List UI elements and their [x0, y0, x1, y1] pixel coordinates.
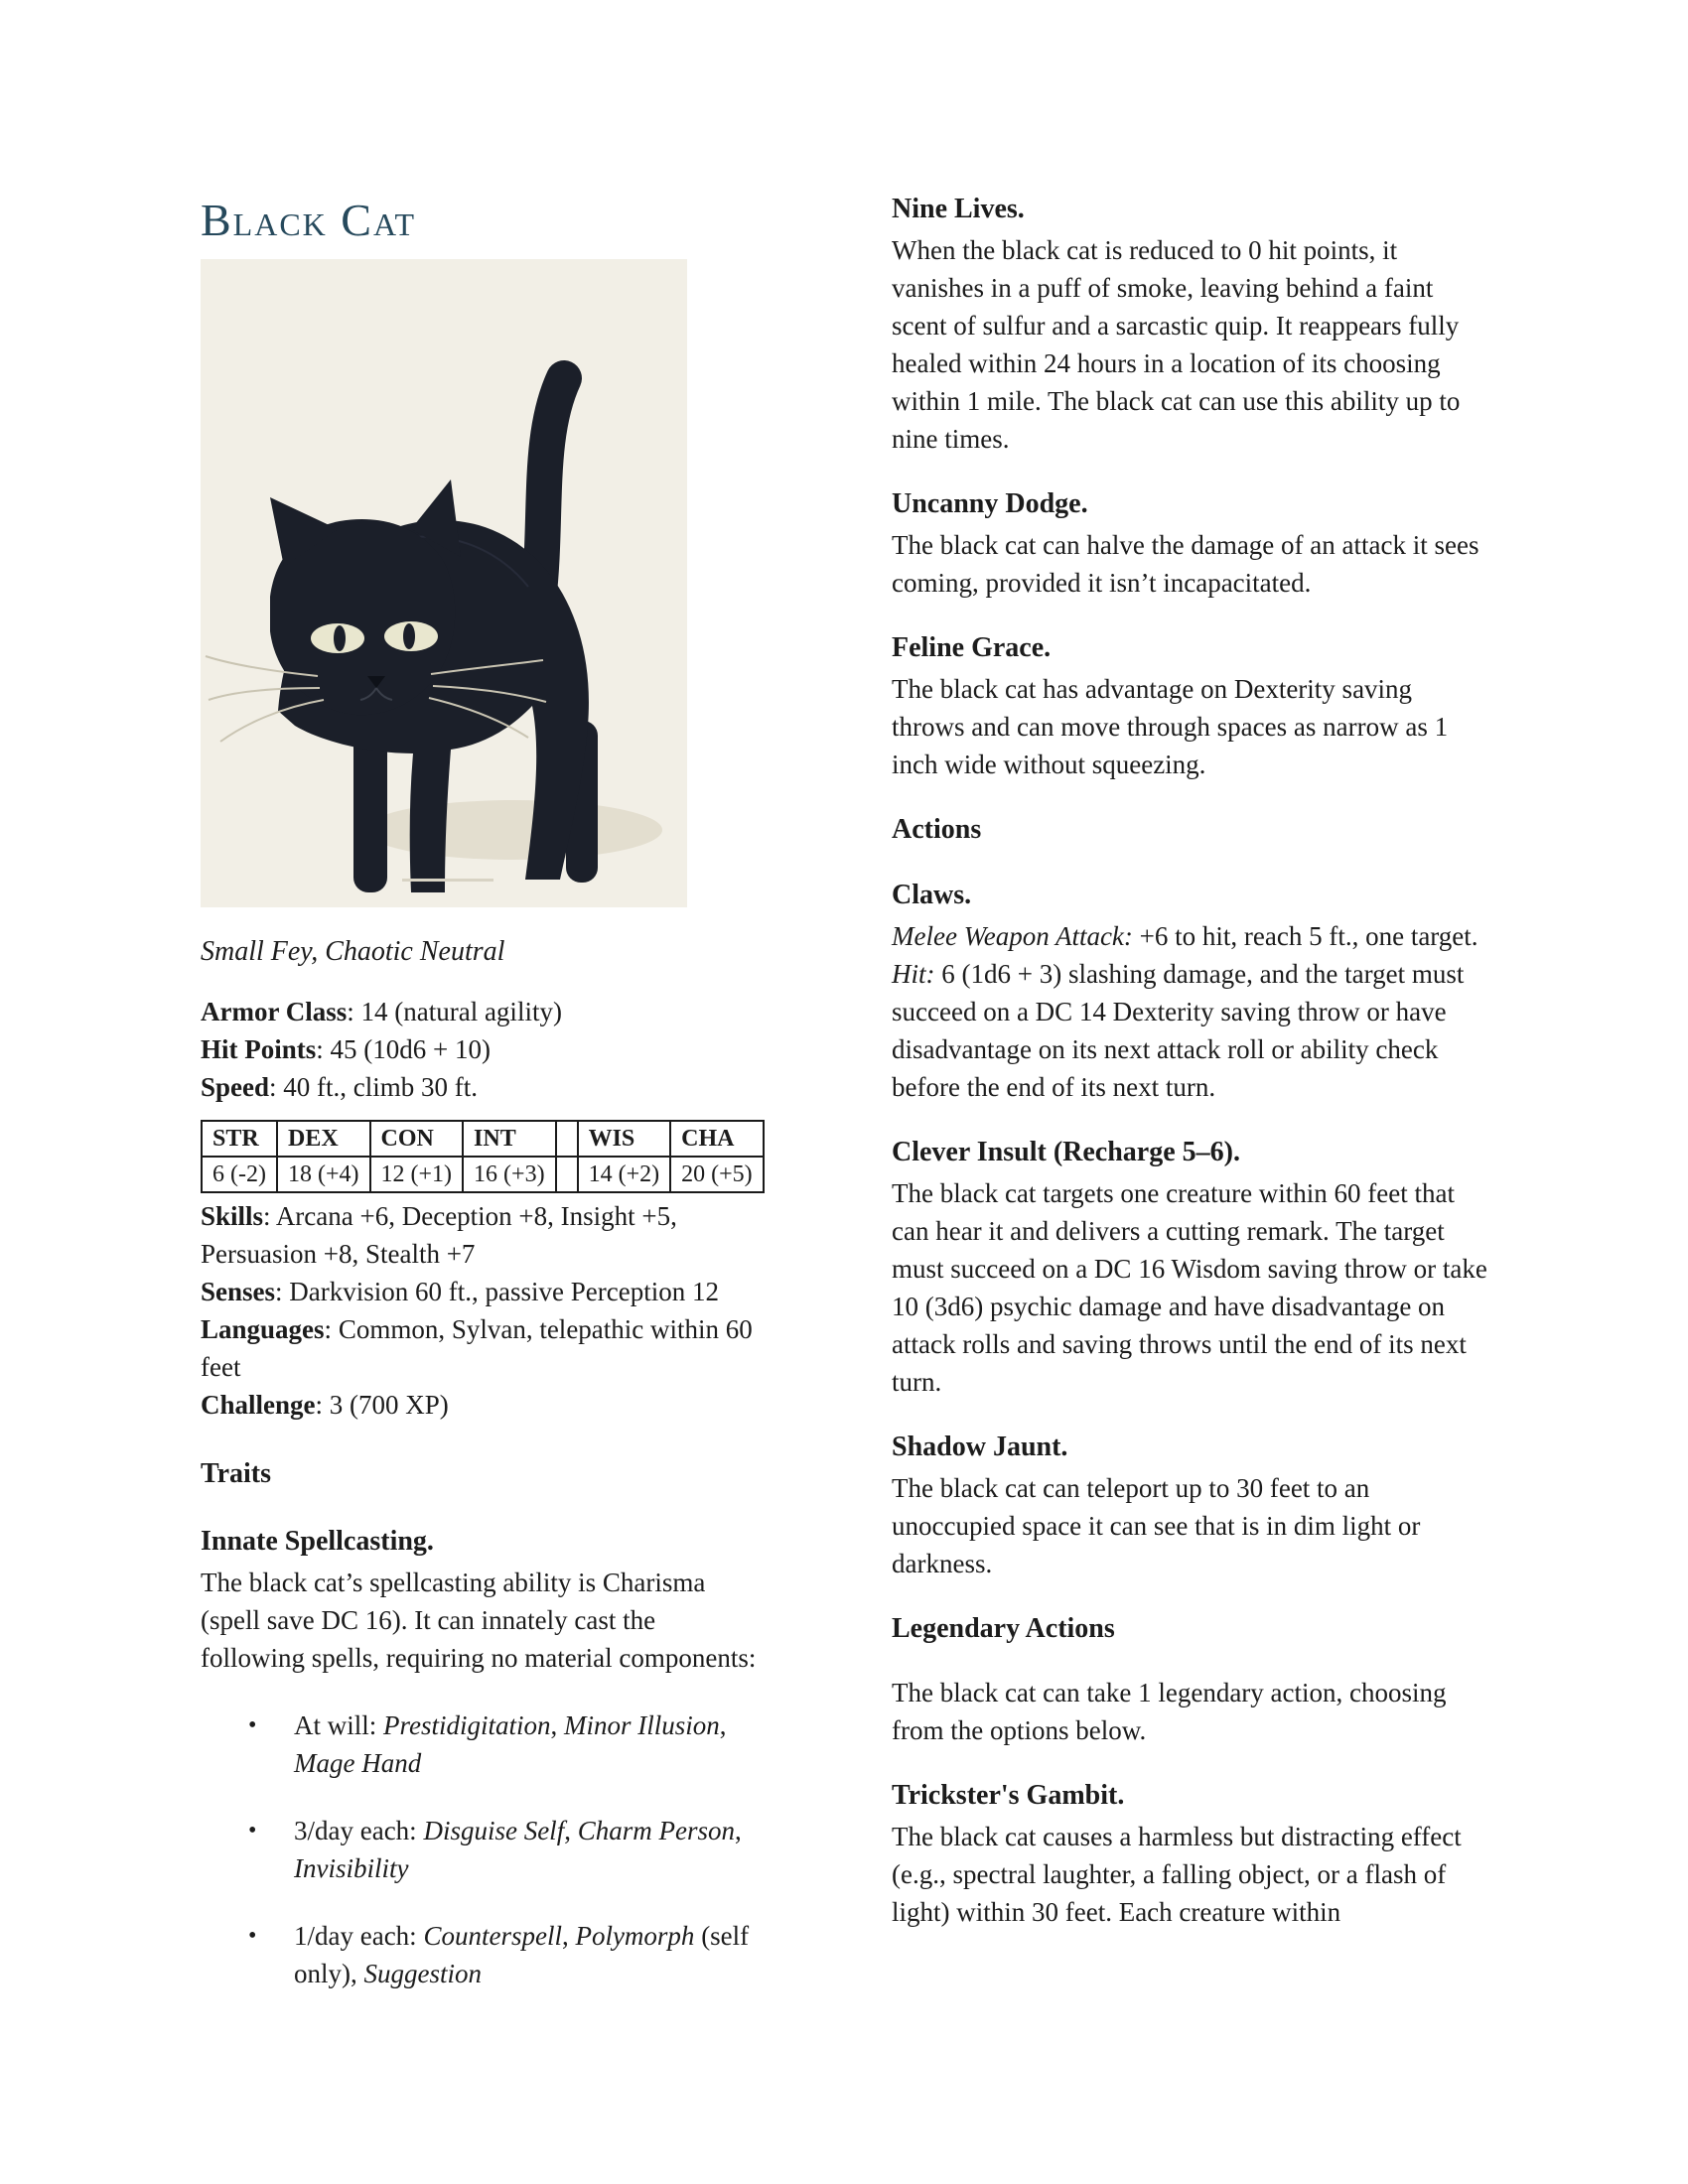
ability-header: DEX — [277, 1121, 370, 1157]
section-heading: Feline Grace. — [892, 632, 1052, 663]
senses-line: Senses: Darkvision 60 ft., passive Perception 12 — [201, 1276, 719, 1306]
ability-score-table — [201, 1120, 765, 1193]
hit-points-line: Hit Points: 45 (10d6 + 10) — [201, 1033, 491, 1064]
ability-header: WIS — [578, 1121, 671, 1157]
bullet-icon: • — [248, 1922, 257, 1949]
section-body: The black cat targets one creature within 60 feet that can hear it and delivers a cutting remark. The target must succeed on a DC 16 Wisdom saving throw or take 10 (3d6) psychic damage and have disadvantage on attack rolls and saving throws until the end of its next turn. — [892, 1178, 1487, 1397]
ability-header: CHA — [670, 1121, 764, 1157]
cat-shadow — [364, 800, 662, 860]
right-column — [892, 191, 1487, 1931]
speed-line: Speed: 40 ft., climb 30 ft. — [201, 1071, 479, 1102]
stat-value: 45 (10d6 + 10) — [330, 1033, 491, 1064]
section-heading: Actions — [892, 814, 982, 845]
section-clever-insult — [892, 1134, 1487, 1401]
stat-label: Hit Points — [201, 1033, 317, 1064]
section-shadow-jaunt — [892, 1429, 1487, 1582]
spell-list-item — [201, 1917, 759, 1992]
actions-heading — [892, 811, 1487, 849]
ability-header: STR — [202, 1121, 277, 1157]
stat-value: 40 ft., climb 30 ft. — [283, 1071, 479, 1102]
spell-list-text: 3/day each: Disguise Self, Charm Person, Invisibility — [294, 1815, 742, 1883]
skills-line: Skills: Arcana +6, Deception +8, Insight +5, Persuasion +8, Stealth +7 — [201, 1200, 677, 1269]
bullet-icon: • — [248, 1711, 257, 1738]
stat-label: Speed — [201, 1071, 270, 1102]
legendary-actions-intro: The black cat can take 1 legendary action, choosing from the options below. — [892, 1678, 1447, 1745]
ability-header: INT — [463, 1121, 556, 1157]
innate-spellcasting-heading: Innate Spellcasting. — [201, 1525, 434, 1557]
section-heading: Trickster's Gambit. — [892, 1780, 1125, 1811]
ability-value: 6 (-2) — [202, 1157, 277, 1192]
black-cat-image — [201, 259, 687, 907]
section-body: When the black cat is reduced to 0 hit points, it vanishes in a puff of smoke, leaving behind a faint scent of sulfur and a sarcastic quip. It reappears fully healed within 24 hours in a location of its choosing within 1 mile. The black cat can use this ability up to nine times. — [892, 235, 1461, 454]
ability-value-spacer — [556, 1157, 578, 1192]
section-nine-lives — [892, 191, 1487, 458]
image-watermark — [402, 879, 493, 882]
languages-line: Languages: Common, Sylvan, telepathic within 60 feet — [201, 1313, 753, 1382]
section-body: The black cat can teleport up to 30 feet to an unoccupied space it can see that is in dim light or darkness. — [892, 1473, 1421, 1578]
challenge-line: Challenge: 3 (700 XP) — [201, 1389, 449, 1420]
spell-list-text: At will: Prestidigitation, Minor Illusion, Mage Hand — [294, 1709, 727, 1778]
ability-header: CON — [370, 1121, 464, 1157]
page-title: Black Cat — [201, 195, 417, 245]
section-heading: Shadow Jaunt. — [892, 1432, 1068, 1462]
creature-type-line: Small Fey, Chaotic Neutral — [201, 935, 505, 967]
section-body: The black cat causes a harmless but distracting effect (e.g., spectral laughter, a falling object, or a flash of light) within 30 feet. Each creature within — [892, 1822, 1462, 1927]
innate-spellcasting-body: The black cat’s spellcasting ability is Charisma (spell save DC 16). It can innately cast the following spells, requiring no material components: — [201, 1567, 757, 1673]
section-heading: Legendary Actions — [892, 1613, 1115, 1644]
stat-value: 14 (natural agility) — [360, 996, 562, 1026]
detail-lines — [201, 1197, 759, 1424]
spell-list-item — [201, 1812, 759, 1887]
left-column — [201, 195, 759, 1992]
ability-header-spacer — [556, 1121, 578, 1157]
section-body: Melee Weapon Attack: +6 to hit, reach 5 ft., one target. Hit: 6 (1d6 + 3) slashing damage, and the target must succeed on a DC 14 Dexterity saving throw or have disadvantage on its next attack roll or ability check before the end of its next turn. — [892, 921, 1478, 1102]
bullet-icon: • — [248, 1817, 257, 1843]
core-stats — [201, 993, 759, 1106]
section-uncanny-dodge — [892, 485, 1487, 602]
traits-heading: Traits — [201, 1457, 272, 1489]
section-heading: Nine Lives. — [892, 194, 1025, 224]
section-feline-grace — [892, 629, 1487, 783]
section-heading: Uncanny Dodge. — [892, 488, 1088, 519]
ability-value: 18 (+4) — [277, 1157, 370, 1192]
section-body: The black cat can halve the damage of an attack it sees coming, provided it isn’t incapacitated. — [892, 530, 1479, 598]
ability-value: 14 (+2) — [578, 1157, 671, 1192]
section-claws — [892, 877, 1487, 1106]
black-cat-illustration — [201, 259, 687, 907]
spell-list-text: 1/day each: Counterspell, Polymorph (self only), Suggestion — [294, 1920, 750, 1988]
section-heading: Claws. — [892, 880, 972, 910]
ability-value: 12 (+1) — [370, 1157, 464, 1192]
section-heading: Clever Insult (Recharge 5–6). — [892, 1137, 1240, 1167]
ability-value: 16 (+3) — [463, 1157, 556, 1192]
spell-list-item — [201, 1706, 759, 1782]
stat-label: Armor Class — [201, 996, 348, 1026]
armor-class-line: Armor Class: 14 (natural agility) — [201, 996, 562, 1026]
legendary-actions-heading — [892, 1610, 1487, 1648]
ability-value-row — [202, 1157, 764, 1192]
section-body: The black cat has advantage on Dexterity saving throws and can move through spaces as narrow as 1 inch wide without squeezing. — [892, 674, 1449, 779]
ability-value: 20 (+5) — [670, 1157, 764, 1192]
section-tricksters-gambit — [892, 1777, 1487, 1931]
ability-header-row — [202, 1121, 764, 1157]
